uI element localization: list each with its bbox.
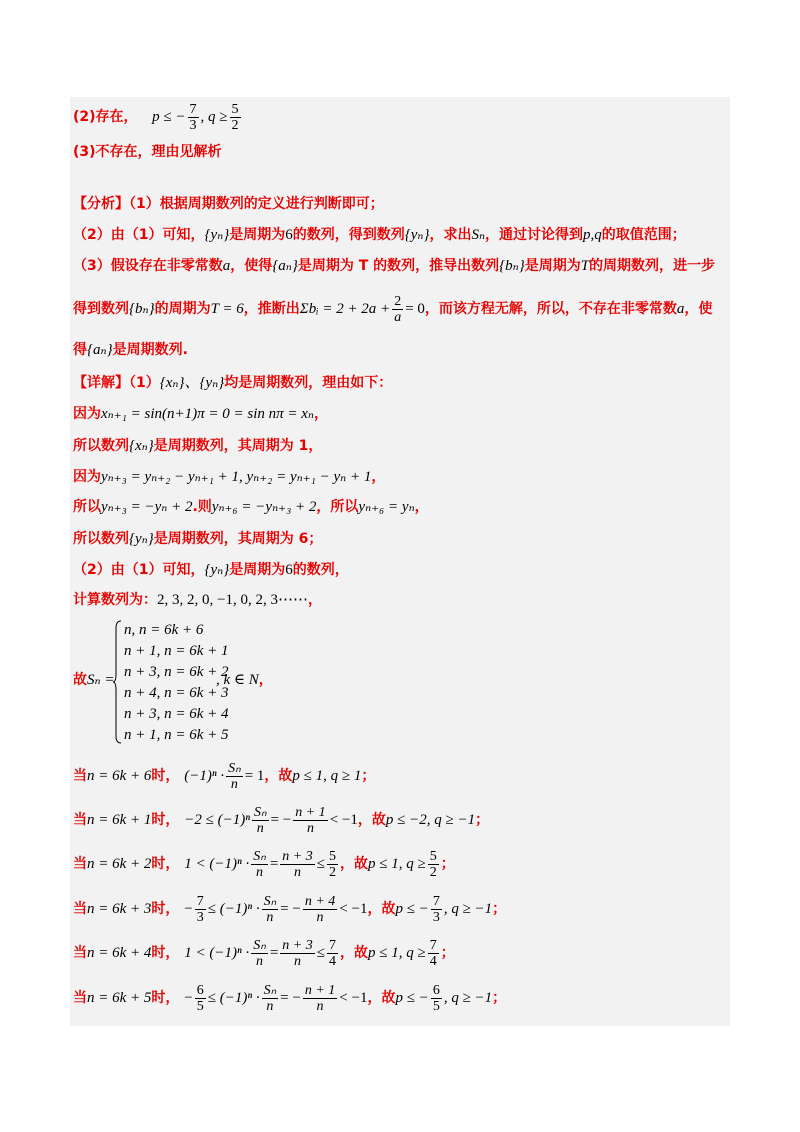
detail-line-2: 因为xₙ₊₁ = sin(n+1)π = 0 = sin nπ = xₙ， xyxy=(73,406,328,422)
math: p ≤ − xyxy=(152,109,186,125)
case-line-1: 当n = 6k + 6时， (−1)ⁿ · $\frac{\text{Sₙ}}{n}$ = 1，故p ≤ 1, q ≥ 1； xyxy=(73,760,376,792)
detail-line-8: 计算数列为：2, 3, 2, 0, −1, 0, 2, 3⋯⋯， xyxy=(73,592,322,608)
fraction: $\frac{\text{Sₙ}}{n}$ xyxy=(253,937,266,969)
case-row: n + 1, n = 6k + 1 xyxy=(124,643,229,659)
case-row: n + 3, n = 6k + 4 xyxy=(124,706,229,722)
case-row: n, n = 6k + 6 xyxy=(124,622,204,638)
fraction: $\frac{n + 4}{n}$ xyxy=(304,893,336,925)
answer-part-3: (3)不存在，理由见解析 xyxy=(73,144,222,160)
detail-line-7: （2）由（1）可知，{yₙ}是周期为6的数列， xyxy=(73,562,349,578)
analysis-line-4: 得到数列{bₙ}的周期为T = 6，推断出Σbᵢ = 2 + 2a + $\frac{2}{a}$ = 0，而该方程无解，所以，不存在非零常数a，使 xyxy=(73,293,713,325)
fraction: $\frac{5}{2}$ xyxy=(429,848,437,880)
fraction: $\frac{6}{5}$ xyxy=(432,982,440,1014)
fraction: $\frac{6}{5}$ xyxy=(196,982,204,1014)
detail-line-3: 所以数列{xₙ}是周期数列，其周期为 1， xyxy=(73,438,323,454)
case-row: n + 1, n = 6k + 5 xyxy=(124,727,229,743)
detail-line-5: 所以yₙ₊₃ = −yₙ + 2.则yₙ₊₆ = −yₙ₊₃ + 2，所以yₙ₊₆ = yₙ， xyxy=(73,499,429,515)
fraction: $\frac{2}{a}$ xyxy=(394,293,402,325)
answer-part-2 xyxy=(73,100,243,134)
fraction: $\frac{\text{Sₙ}}{n}$ xyxy=(253,804,267,836)
fraction: $\frac{n + 3}{n}$ xyxy=(282,937,313,969)
fraction: $\frac{\text{Sₙ}}{n}$ xyxy=(253,848,266,880)
fraction: $\frac{7}{4}$ xyxy=(429,937,437,969)
fraction: $\frac{7}{3}$ xyxy=(196,893,204,925)
analysis-line-2: （2）由（1）可知，{yₙ}是周期为6的数列，得到数列{yₙ}，求出Sₙ，通过讨论得到p,q的取值范围； xyxy=(73,227,686,243)
analysis-heading: 【分析】（1）根据周期数列的定义进行判断即可； xyxy=(73,196,384,212)
fraction: $\frac{\text{Sₙ}}{n}$ xyxy=(263,893,277,925)
case-line-2: 当n = 6k + 1时， −2 ≤ (−1)ⁿ $\frac{\text{Sₙ}}{n}$ = − $\frac{n + 1}{n}$ < −1，故p ≤ −2, q ≥ −1； xyxy=(73,804,490,836)
fraction: $\frac{7}{4}$ xyxy=(328,937,336,969)
fraction: $\frac{n + 1}{n}$ xyxy=(295,804,326,836)
sum-formula-label: 故Sₙ = xyxy=(73,672,115,688)
piecewise-cases xyxy=(124,620,229,746)
fraction: $\frac{n + 1}{n}$ xyxy=(304,982,336,1014)
fraction: $\frac{5}{2}$ xyxy=(328,848,336,880)
fraction: $\frac{5}{2}$ xyxy=(231,101,239,133)
case-line-4: 当n = 6k + 3时， − $\frac{7}{3}$ ≤ (−1)ⁿ · $\frac{\text{Sₙ}}{n}$ = − $\frac{n + 4}{n}$ < −1，故p ≤ − $\frac{7}{3}$ , q ≥ −1； xyxy=(73,893,507,925)
case-line-5: 当n = 6k + 4时， 1 < (−1)ⁿ · $\frac{\text{Sₙ}}{n}$ = $\frac{n + 3}{n}$ ≤ $\frac{7}{4}$ ，故p ≤ 1, q ≥ $\frac{7}{4}$ ； xyxy=(73,937,455,969)
sum-formula-tail: , k ∈ N， xyxy=(216,672,273,688)
case-row: n + 4, n = 6k + 3 xyxy=(124,685,229,701)
answer-label: (2)存在， xyxy=(73,109,138,125)
detail-heading: 【详解】（1）{xₙ}、{yₙ}均是周期数列，理由如下： xyxy=(73,375,393,391)
fraction: $\frac{7}{3}$ xyxy=(189,101,197,133)
analysis-line-5: 得{aₙ}是周期数列. xyxy=(73,342,188,358)
left-brace xyxy=(112,620,122,744)
detail-line-4: 因为yₙ₊₃ = yₙ₊₂ − yₙ₊₁ + 1, yₙ₊₂ = yₙ₊₁ − yₙ + 1， xyxy=(73,469,386,485)
detail-line-6: 所以数列{yₙ}是周期数列，其周期为 6； xyxy=(73,531,323,547)
math: , q ≥ xyxy=(200,109,228,125)
analysis-line-3: （3）假设存在非零常数a，使得{aₙ}是周期为 T 的数列，推导出数列{bₙ}是周期为T的周期数列，进一步 xyxy=(73,258,716,274)
fraction: $\frac{7}{3}$ xyxy=(432,893,440,925)
case-line-6: 当n = 6k + 5时， − $\frac{6}{5}$ ≤ (−1)ⁿ · $\frac{\text{Sₙ}}{n}$ = − $\frac{n + 1}{n}$ < −1，故p ≤ − $\frac{6}{5}$ , q ≥ −1； xyxy=(73,982,507,1014)
fraction: $\frac{\text{Sₙ}}{n}$ xyxy=(228,760,241,792)
fraction: $\frac{n + 3}{n}$ xyxy=(282,848,313,880)
case-line-3: 当n = 6k + 2时， 1 < (−1)ⁿ · $\frac{\text{Sₙ}}{n}$ = $\frac{n + 3}{n}$ ≤ $\frac{5}{2}$ ，故p ≤ 1, q ≥ $\frac{5}{2}$ ； xyxy=(73,848,455,880)
fraction: $\frac{\text{Sₙ}}{n}$ xyxy=(263,982,277,1014)
case-row: n + 3, n = 6k + 2 xyxy=(124,664,229,680)
